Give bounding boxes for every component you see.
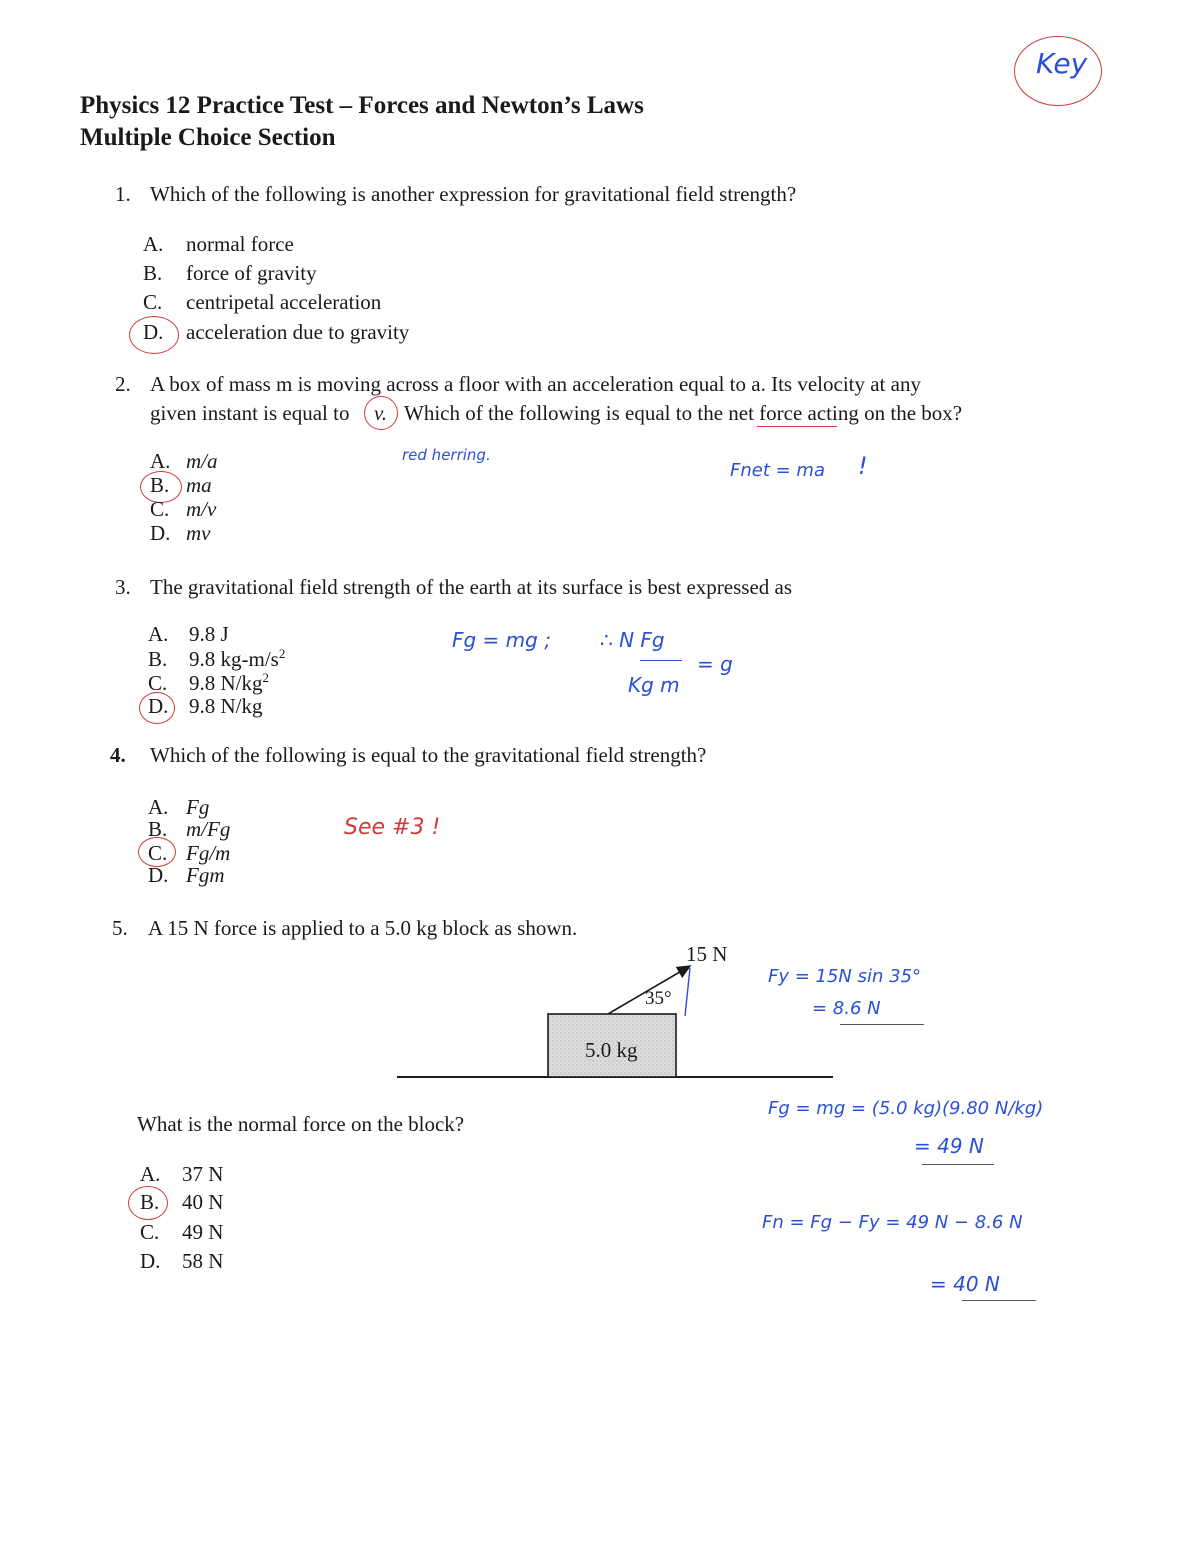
q4-option-b: m/Fg [186, 817, 231, 841]
q1-option-c: centripetal acceleration [186, 290, 382, 314]
q4-option-c: Fg/m [186, 841, 231, 865]
q3-note-eq: = g [697, 652, 733, 676]
q3-option-b-letter: B. [148, 647, 168, 671]
q2-velocity: v. [374, 401, 388, 425]
q3-text: The gravitational field strength of the earth at its surface is best expressed as [150, 575, 793, 599]
q3-option-a: 9.8 J [189, 622, 229, 646]
q4-option-c-letter: C. [148, 841, 168, 865]
q2-option-b-letter: B. [150, 473, 170, 497]
q1-number: 1. [115, 182, 131, 206]
q3-option-d: 9.8 N/kg [189, 694, 263, 718]
q2-note-red-herring: red herring. [402, 446, 491, 464]
q5-subquestion: What is the normal force on the block? [137, 1112, 465, 1136]
q3-option-b: 9.8 $kg-m/s^2$ [189, 646, 286, 671]
q5-work-fn-1: Fn = Fg − Fy = 49 N − 8.6 N [762, 1212, 1023, 1233]
q5-option-a: 37 N [182, 1162, 224, 1186]
q2-option-d: mv [186, 521, 211, 545]
q5-mass-label: 5.0 kg [585, 1038, 638, 1062]
q2-line2b: Which of the following is equal to the net force acting on the box? [404, 401, 963, 425]
q5-number: 5. [112, 916, 128, 940]
q4-number: 4. [110, 743, 126, 767]
q2-note-fnet: Fnet = ma [730, 460, 825, 481]
q2-option-a-letter: A. [150, 449, 171, 473]
q2-number: 2. [115, 372, 131, 396]
q1-option-c-letter: C. [143, 290, 163, 314]
q5-option-a-letter: A. [140, 1162, 161, 1186]
q1-text: Which of the following is another expression for gravitational field strength? [150, 182, 797, 206]
q2-option-c-letter: C. [150, 497, 170, 521]
q3-option-c: 9.8 $N/kg^2$ [189, 670, 269, 695]
q5-work-fy-2: = 8.6 N [812, 998, 881, 1019]
q4-option-a: Fg [186, 795, 210, 819]
q2-line1: A box of mass m is moving across a floor with an acceleration equal to a. Its velocity at any [150, 372, 921, 396]
q5-work-fg-1: Fg = mg = (5.0 kg)(9.80 N/kg) [768, 1098, 1044, 1119]
q4-note-see-3: See #3 ! [344, 815, 441, 840]
q5-force-label: 15 N [686, 942, 728, 966]
q4-option-b-letter: B. [148, 817, 168, 841]
q4-option-d-letter: D. [148, 863, 169, 887]
q5-option-d: 58 N [182, 1249, 224, 1273]
key-label: Key [1036, 47, 1088, 80]
q3-note-ratio-top: ∴ N Fg [600, 628, 665, 652]
q3-number: 3. [115, 575, 131, 599]
q1-option-a-letter: A. [143, 232, 164, 256]
q5-answer-circle [128, 1186, 168, 1220]
page-title: Physics 12 Practice Test – Forces and Newton’s Laws [80, 92, 644, 119]
q1-option-a: normal force [186, 232, 294, 256]
q1-option-d: acceleration due to gravity [186, 320, 410, 344]
q5-option-d-letter: D. [140, 1249, 161, 1273]
q5-angle-label: 35° [645, 988, 672, 1009]
q3-option-c-letter: C. [148, 671, 168, 695]
section-title: Multiple Choice Section [80, 124, 336, 151]
q5-option-c-letter: C. [140, 1220, 160, 1244]
q2-option-d-letter: D. [150, 521, 171, 545]
q4-text: Which of the following is equal to the gravitational field strength? [150, 743, 707, 767]
q4-option-d: Fgm [186, 863, 225, 887]
q2-option-b: ma [186, 473, 212, 497]
q5-text: A 15 N force is applied to a 5.0 kg block as shown. [148, 916, 578, 940]
q5-option-c: 49 N [182, 1220, 224, 1244]
q2-option-c: m/v [186, 497, 217, 521]
q5-work-fy-1: Fy = 15N sin 35° [768, 966, 922, 987]
q3-note-ratio-bottom: Kg m [628, 673, 680, 697]
fy-component-line [685, 968, 690, 1016]
q5-work-fg-2: = 49 N [914, 1134, 984, 1158]
q2-option-a: m/a [186, 449, 218, 473]
q3-option-a-letter: A. [148, 622, 169, 646]
q4-option-a-letter: A. [148, 795, 169, 819]
q5-option-b: 40 N [182, 1190, 224, 1214]
q2-note-exclaim: ! [858, 452, 868, 480]
q5-work-fn-2: = 40 N [930, 1272, 1000, 1296]
q3-note-fg: Fg = mg ; [452, 628, 551, 652]
q5-option-b-letter: B. [140, 1190, 160, 1214]
q5-work-fg-underline [922, 1164, 994, 1165]
q1-option-b-letter: B. [143, 261, 163, 285]
q1-option-d-letter: D. [143, 320, 164, 344]
q2-line2a: given instant is equal to [150, 401, 350, 425]
q1-option-b: force of gravity [186, 261, 317, 285]
q5-work-fn-underline [962, 1300, 1036, 1301]
q3-option-d-letter: D. [148, 694, 169, 718]
q5-work-fy-underline [840, 1024, 924, 1025]
